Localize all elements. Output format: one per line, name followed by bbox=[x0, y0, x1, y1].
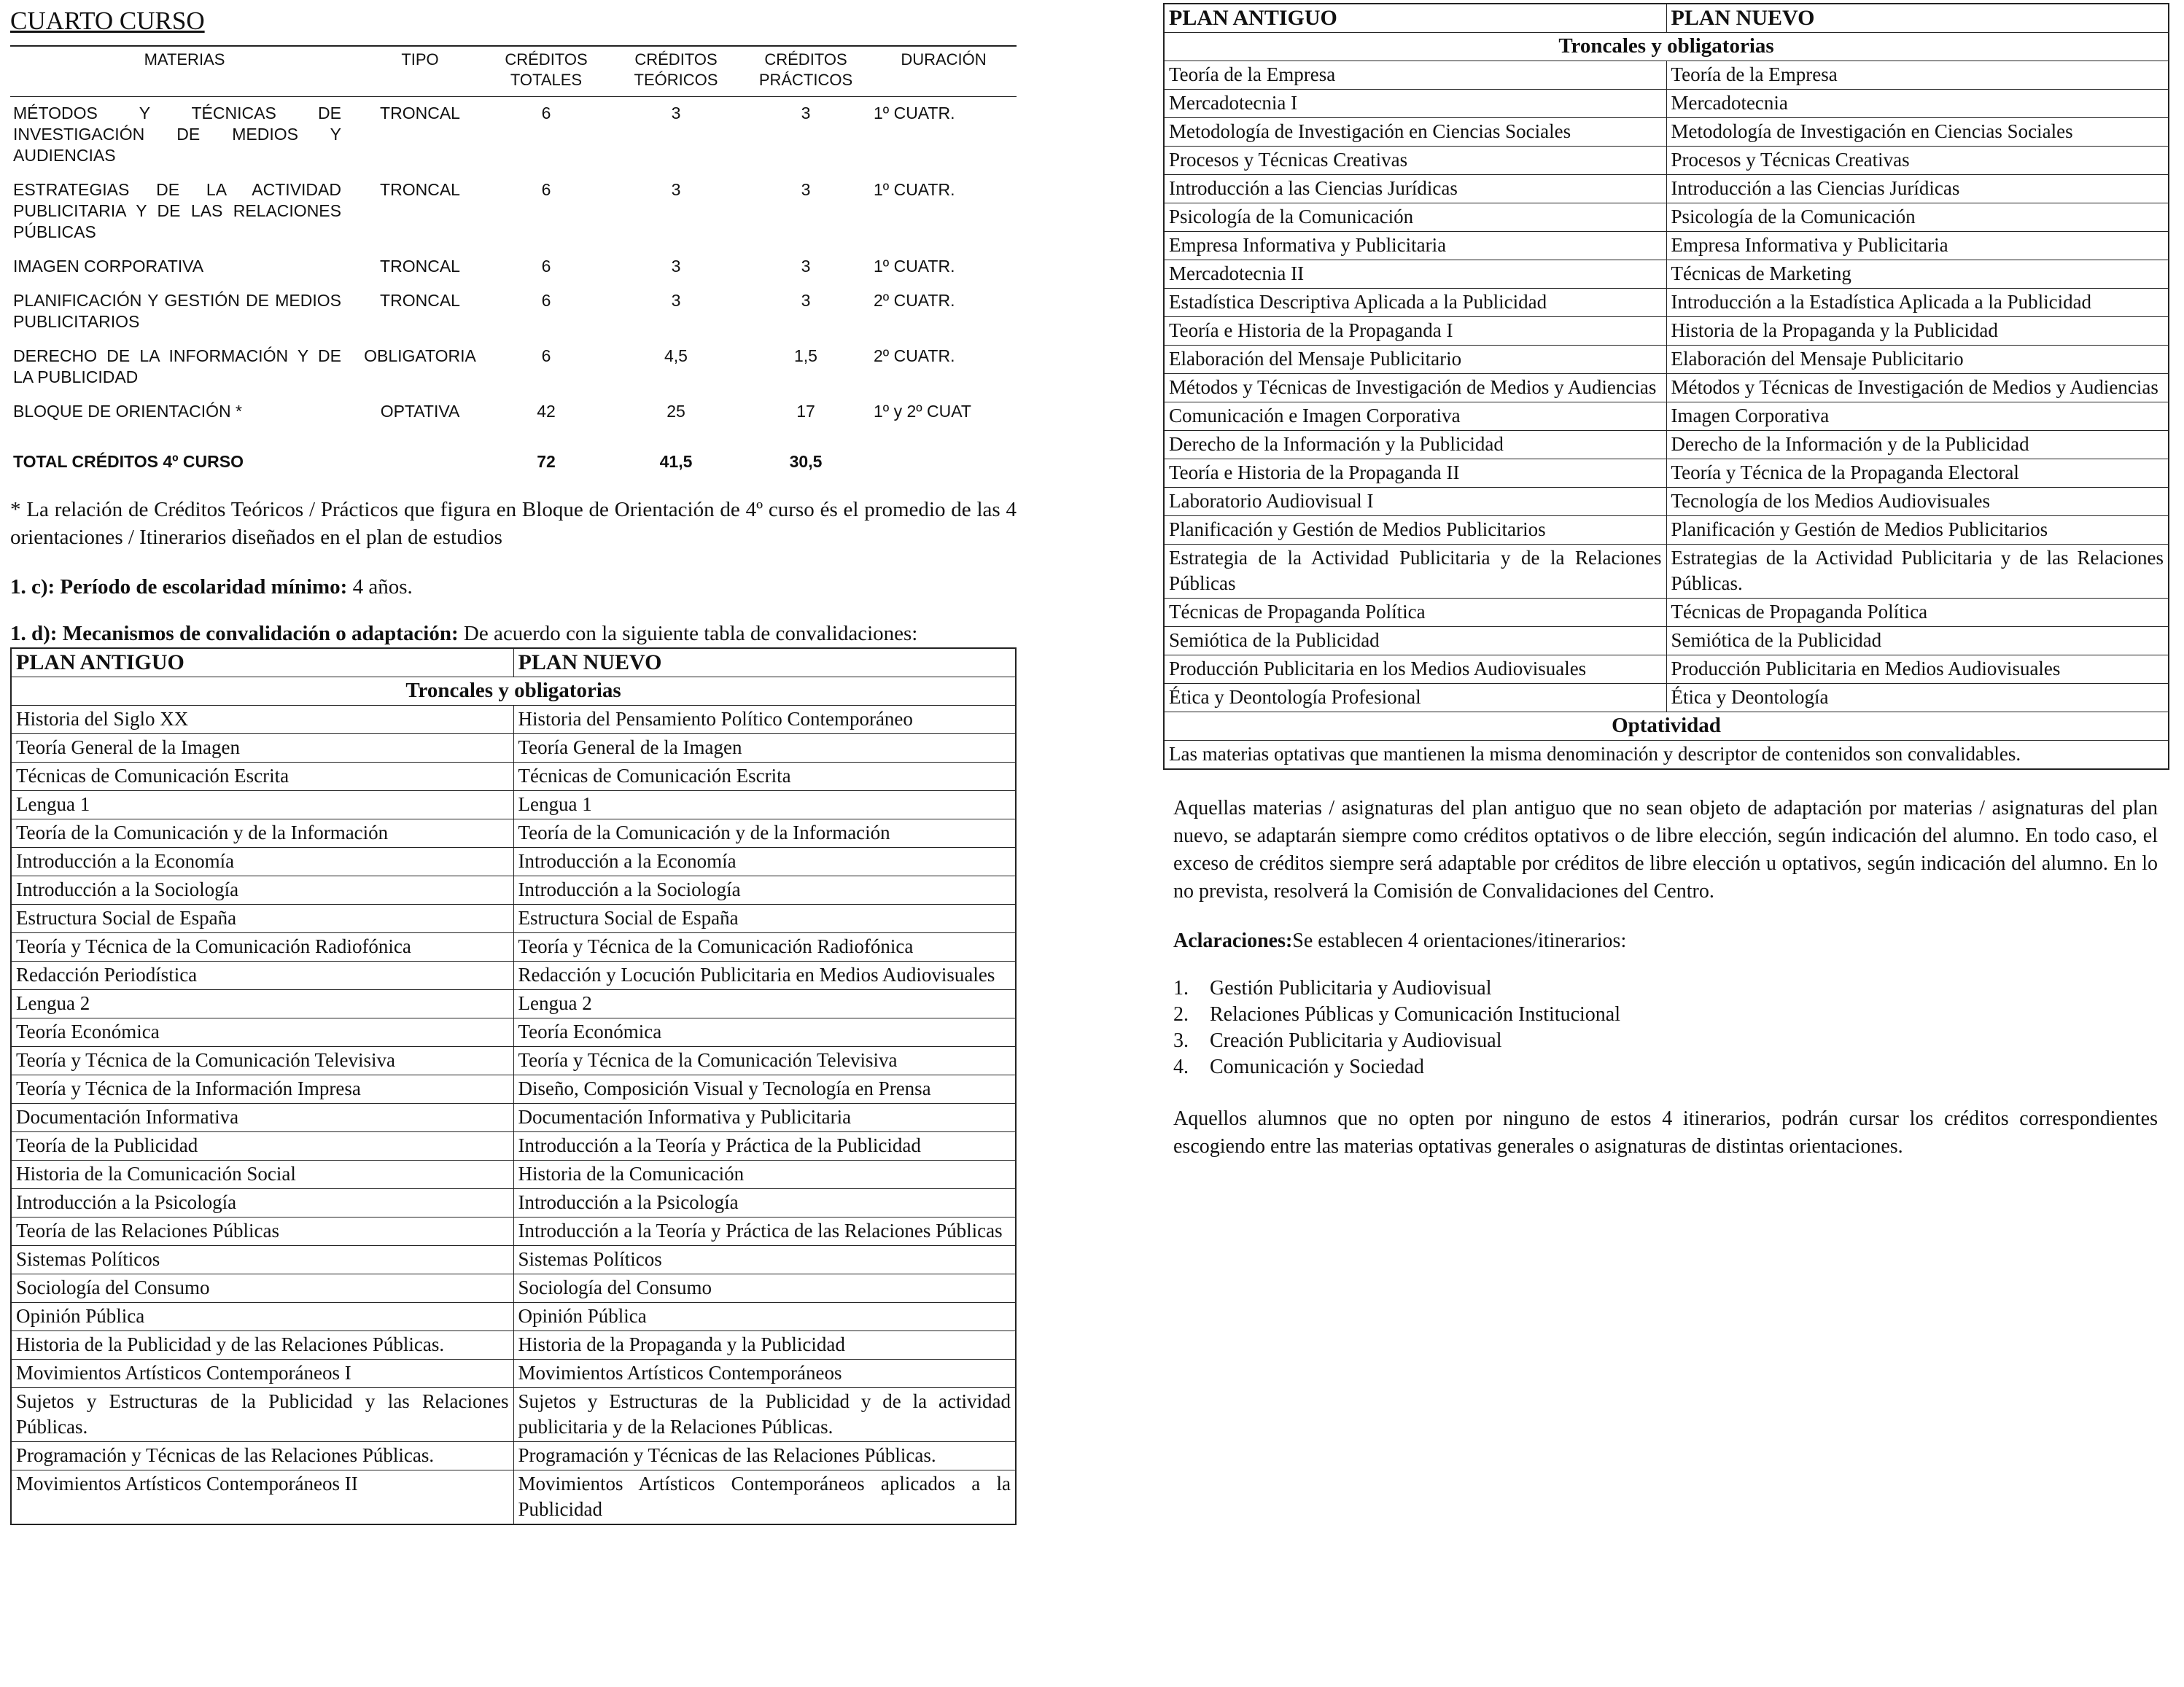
plan-nuevo-cell: Teoría y Técnica de la Comunicación Radiofónica bbox=[513, 933, 1016, 962]
conv-table-right bbox=[1163, 3, 2169, 770]
conv-row bbox=[11, 1388, 1016, 1442]
plan-antiguo-cell: Laboratorio Audiovisual I bbox=[1164, 488, 1666, 516]
col-tipo: TIPO bbox=[359, 46, 481, 97]
plan-nuevo-cell: Historia de la Comunicación bbox=[513, 1161, 1016, 1189]
plan-antiguo-cell: Historia de la Comunicación Social bbox=[11, 1161, 513, 1189]
plan-antiguo-cell: Movimientos Artísticos Contemporáneos II bbox=[11, 1470, 513, 1525]
plan-antiguo-cell: Estadística Descriptiva Aplicada a la Publicidad bbox=[1164, 289, 1666, 317]
conv-row bbox=[1164, 147, 2169, 175]
plan-antiguo-cell: Estrategia de la Actividad Publicitaria y de la Relaciones Públicas bbox=[1164, 545, 1666, 599]
plan-nuevo-cell: Psicología de la Comunicación bbox=[1666, 203, 2169, 232]
materia-cell: BLOQUE DE ORIENTACIÓN * bbox=[13, 402, 242, 421]
col-creditos-practicos: CRÉDITOS PRÁCTICOS bbox=[741, 46, 871, 97]
list-item bbox=[1173, 975, 2169, 1002]
conv-row bbox=[11, 791, 1016, 819]
plan-antiguo-cell: Introducción a las Ciencias Jurídicas bbox=[1164, 175, 1666, 203]
conv-row bbox=[1164, 289, 2169, 317]
plan-nuevo-cell: Sistemas Políticos bbox=[513, 1246, 1016, 1274]
tipo-cell bbox=[359, 429, 481, 480]
plan-nuevo-cell: Introducción a la Economía bbox=[513, 848, 1016, 876]
plan-antiguo-cell: Sistemas Políticos bbox=[11, 1246, 513, 1274]
creditos-practicos-cell: 3 bbox=[801, 180, 811, 199]
plan-antiguo-cell: Movimientos Artísticos Contemporáneos I bbox=[11, 1360, 513, 1388]
section-troncales: Troncales y obligatorias bbox=[1164, 33, 2169, 61]
plan-nuevo-cell: Teoría General de la Imagen bbox=[513, 734, 1016, 763]
plan-antiguo-cell: Teoría General de la Imagen bbox=[11, 734, 513, 763]
plan-antiguo-cell: Teoría de la Comunicación y de la Información bbox=[11, 819, 513, 848]
plan-nuevo-cell: Historia de la Propaganda y la Publicidad bbox=[1666, 317, 2169, 346]
plan-antiguo-cell: Teoría e Historia de la Propaganda II bbox=[1164, 459, 1666, 488]
plan-nuevo-cell: Técnicas de Marketing bbox=[1666, 260, 2169, 289]
plan-antiguo-cell: Historia de la Publicidad y de las Relaciones Públicas. bbox=[11, 1331, 513, 1360]
materia-cell: ESTRATEGIAS DE LA ACTIVIDAD PUBLICITARIA Y DE LAS RELACIONES PÚBLICAS bbox=[13, 180, 341, 241]
creditos-practicos-cell: 30,5 bbox=[789, 452, 823, 471]
plan-nuevo-cell: Producción Publicitaria en Medios Audiovisuales bbox=[1666, 655, 2169, 684]
tipo-cell: OPTATIVA bbox=[380, 402, 460, 421]
plan-antiguo-cell: Teoría y Técnica de la Información Impresa bbox=[11, 1075, 513, 1104]
plan-nuevo-header: PLAN NUEVO bbox=[513, 648, 1016, 677]
plan-nuevo-cell: Diseño, Composición Visual y Tecnología en Prensa bbox=[513, 1075, 1016, 1104]
curso-row bbox=[10, 97, 1017, 174]
plan-antiguo-cell: Técnicas de Comunicación Escrita bbox=[11, 763, 513, 791]
plan-nuevo-cell: Procesos y Técnicas Creativas bbox=[1666, 147, 2169, 175]
conv-row bbox=[11, 1217, 1016, 1246]
plan-antiguo-cell: Teoría de la Publicidad bbox=[11, 1132, 513, 1161]
mecanismos-text: De acuerdo con la siguiente tabla de convalidaciones: bbox=[463, 622, 918, 645]
col-duracion: DURACIÓN bbox=[871, 46, 1017, 97]
plan-nuevo-cell: Introducción a la Estadística Aplicada a la Publicidad bbox=[1666, 289, 2169, 317]
conv-left-body bbox=[11, 706, 1016, 1525]
aclaraciones-text: Se establecen 4 orientaciones/itinerarios: bbox=[1292, 930, 1627, 952]
conv-row bbox=[1164, 118, 2169, 147]
conv-row bbox=[11, 1132, 1016, 1161]
plan-nuevo-cell: Movimientos Artísticos Contemporáneos bbox=[513, 1360, 1016, 1388]
plan-antiguo-cell: Introducción a la Sociología bbox=[11, 876, 513, 905]
plan-antiguo-cell: Mercadotecnia I bbox=[1164, 90, 1666, 118]
conv-row bbox=[1164, 459, 2169, 488]
conv-row bbox=[11, 1189, 1016, 1217]
plan-antiguo-cell: Ética y Deontología Profesional bbox=[1164, 684, 1666, 712]
aclaraciones-label: Aclaraciones: bbox=[1173, 930, 1293, 952]
conv-table-left bbox=[10, 647, 1017, 1525]
conv-row bbox=[1164, 627, 2169, 655]
conv-row bbox=[11, 1246, 1016, 1274]
conv-row bbox=[11, 763, 1016, 791]
list-text: Comunicación y Sociedad bbox=[1210, 1056, 1424, 1078]
plan-antiguo-cell: Métodos y Técnicas de Investigación de Medios y Audiencias bbox=[1164, 374, 1666, 402]
materia-cell: PLANIFICACIÓN Y GESTIÓN DE MEDIOS PUBLICITARIOS bbox=[13, 291, 341, 331]
plan-nuevo-cell: Lengua 2 bbox=[513, 990, 1016, 1018]
plan-antiguo-header: PLAN ANTIGUO bbox=[11, 648, 513, 677]
list-number: 4. bbox=[1173, 1056, 1189, 1078]
conv-row bbox=[11, 1360, 1016, 1388]
plan-nuevo-cell: Lengua 1 bbox=[513, 791, 1016, 819]
plan-antiguo-cell: Empresa Informativa y Publicitaria bbox=[1164, 232, 1666, 260]
duracion-cell bbox=[871, 429, 1017, 480]
tipo-cell: TRONCAL bbox=[380, 104, 460, 122]
list-number: 3. bbox=[1173, 1029, 1189, 1052]
itinerarios-list bbox=[1173, 975, 2169, 1080]
plan-antiguo-cell: Metodología de Investigación en Ciencias Sociales bbox=[1164, 118, 1666, 147]
curso-row bbox=[10, 174, 1017, 250]
periodo-label: 1. c): Período de escolaridad mínimo: bbox=[10, 575, 348, 599]
plan-nuevo-cell: Teoría de la Comunicación y de la Información bbox=[513, 819, 1016, 848]
plan-antiguo-cell: Teoría de las Relaciones Públicas bbox=[11, 1217, 513, 1246]
conv-row bbox=[11, 1331, 1016, 1360]
plan-nuevo-cell: Semiótica de la Publicidad bbox=[1666, 627, 2169, 655]
plan-antiguo-header: PLAN ANTIGUO bbox=[1164, 4, 1666, 33]
plan-nuevo-cell: Programación y Técnicas de las Relaciones Públicas. bbox=[513, 1442, 1016, 1470]
conv-row bbox=[1164, 684, 2169, 712]
creditos-teoricos-cell: 3 bbox=[671, 291, 681, 310]
conv-row bbox=[1164, 516, 2169, 545]
conv-row bbox=[1164, 599, 2169, 627]
plan-nuevo-cell: Métodos y Técnicas de Investigación de Medios y Audiencias bbox=[1666, 374, 2169, 402]
creditos-practicos-cell: 3 bbox=[801, 104, 811, 122]
creditos-teoricos-cell: 4,5 bbox=[664, 346, 688, 365]
list-text: Gestión Publicitaria y Audiovisual bbox=[1210, 977, 1492, 1000]
list-number: 1. bbox=[1173, 977, 1189, 1000]
creditos-totales-cell: 6 bbox=[541, 104, 551, 122]
list-text: Creación Publicitaria y Audiovisual bbox=[1210, 1029, 1502, 1052]
list-item bbox=[1173, 1002, 2169, 1028]
plan-nuevo-cell: Introducción a las Ciencias Jurídicas bbox=[1666, 175, 2169, 203]
conv-row bbox=[11, 905, 1016, 933]
creditos-teoricos-cell: 3 bbox=[671, 180, 681, 199]
conv-row bbox=[11, 876, 1016, 905]
conv-right-body bbox=[1164, 61, 2169, 712]
plan-antiguo-cell: Teoría e Historia de la Propaganda I bbox=[1164, 317, 1666, 346]
plan-nuevo-cell: Teoría y Técnica de la Propaganda Electoral bbox=[1666, 459, 2169, 488]
conv-row bbox=[1164, 655, 2169, 684]
creditos-totales-cell: 6 bbox=[541, 257, 551, 276]
conv-row bbox=[11, 1442, 1016, 1470]
materia-cell: TOTAL CRÉDITOS 4º CURSO bbox=[13, 452, 244, 471]
plan-nuevo-cell: Tecnología de los Medios Audiovisuales bbox=[1666, 488, 2169, 516]
plan-nuevo-cell: Imagen Corporativa bbox=[1666, 402, 2169, 431]
plan-antiguo-cell: Historia del Siglo XX bbox=[11, 706, 513, 734]
col-creditos-teoricos: CRÉDITOS TEÓRICOS bbox=[611, 46, 741, 97]
duracion-cell: 2º CUATR. bbox=[874, 346, 955, 365]
plan-antiguo-cell: Teoría Económica bbox=[11, 1018, 513, 1047]
conv-row bbox=[11, 1018, 1016, 1047]
plan-antiguo-cell: Psicología de la Comunicación bbox=[1164, 203, 1666, 232]
conv-row bbox=[11, 1047, 1016, 1075]
creditos-practicos-cell: 3 bbox=[801, 257, 811, 276]
plan-nuevo-cell: Sociología del Consumo bbox=[513, 1274, 1016, 1303]
col-materias: MATERIAS bbox=[10, 46, 359, 97]
plan-nuevo-cell: Redacción y Locución Publicitaria en Medios Audiovisuales bbox=[513, 962, 1016, 990]
creditos-totales-cell: 6 bbox=[541, 180, 551, 199]
plan-antiguo-cell: Semiótica de la Publicidad bbox=[1164, 627, 1666, 655]
plan-antiguo-cell: Teoría de la Empresa bbox=[1164, 61, 1666, 90]
conv-row bbox=[1164, 488, 2169, 516]
curso-row bbox=[10, 340, 1017, 395]
list-text: Relaciones Públicas y Comunicación Institucional bbox=[1210, 1003, 1620, 1026]
curso-body bbox=[10, 97, 1017, 480]
plan-nuevo-cell: Derecho de la Información y de la Publicidad bbox=[1666, 431, 2169, 459]
conv-row bbox=[11, 1303, 1016, 1331]
mecanismos-label: 1. d): Mecanismos de convalidación o adaptación: bbox=[10, 622, 459, 645]
plan-antiguo-cell: Estructura Social de España bbox=[11, 905, 513, 933]
creditos-totales-cell: 6 bbox=[541, 291, 551, 310]
creditos-practicos-cell: 3 bbox=[801, 291, 811, 310]
plan-antiguo-cell: Producción Publicitaria en los Medios Audiovisuales bbox=[1164, 655, 1666, 684]
conv-row bbox=[1164, 346, 2169, 374]
creditos-practicos-cell: 1,5 bbox=[794, 346, 817, 365]
plan-nuevo-cell: Teoría de la Empresa bbox=[1666, 61, 2169, 90]
duracion-cell: 1º CUATR. bbox=[874, 257, 955, 276]
periodo-line bbox=[10, 573, 1017, 601]
plan-antiguo-cell: Procesos y Técnicas Creativas bbox=[1164, 147, 1666, 175]
plan-nuevo-cell: Sujetos y Estructuras de la Publicidad y de la actividad publicitaria y de la Relaciones Públicas. bbox=[513, 1388, 1016, 1442]
plan-nuevo-cell: Introducción a la Teoría y Práctica de las Relaciones Públicas bbox=[513, 1217, 1016, 1246]
conv-header-row bbox=[1164, 4, 2169, 33]
plan-antiguo-cell: Comunicación e Imagen Corporativa bbox=[1164, 402, 1666, 431]
curso-header-row bbox=[10, 46, 1017, 97]
creditos-teoricos-cell: 25 bbox=[667, 402, 685, 421]
conv-row bbox=[1164, 545, 2169, 599]
plan-nuevo-cell: Movimientos Artísticos Contemporáneos aplicados a la Publicidad bbox=[513, 1470, 1016, 1525]
plan-antiguo-cell: Lengua 2 bbox=[11, 990, 513, 1018]
plan-antiguo-cell: Programación y Técnicas de las Relaciones Públicas. bbox=[11, 1442, 513, 1470]
conv-row bbox=[1164, 175, 2169, 203]
plan-nuevo-cell: Ética y Deontología bbox=[1666, 684, 2169, 712]
creditos-practicos-cell: 17 bbox=[796, 402, 815, 421]
creditos-totales-cell: 6 bbox=[541, 346, 551, 365]
conv-row bbox=[11, 1470, 1016, 1525]
plan-antiguo-cell: Documentación Informativa bbox=[11, 1104, 513, 1132]
plan-antiguo-cell: Lengua 1 bbox=[11, 791, 513, 819]
plan-nuevo-cell: Opinión Pública bbox=[513, 1303, 1016, 1331]
mecanismos-line bbox=[10, 620, 1017, 647]
plan-antiguo-cell: Opinión Pública bbox=[11, 1303, 513, 1331]
plan-nuevo-cell: Estructura Social de España bbox=[513, 905, 1016, 933]
creditos-teoricos-cell: 3 bbox=[671, 104, 681, 122]
creditos-teoricos-cell: 3 bbox=[671, 257, 681, 276]
plan-antiguo-cell: Derecho de la Información y la Publicidad bbox=[1164, 431, 1666, 459]
tipo-cell: TRONCAL bbox=[380, 180, 460, 199]
conv-row bbox=[11, 990, 1016, 1018]
duracion-cell: 1º y 2º CUAT bbox=[874, 402, 971, 421]
page-title: CUARTO CURSO bbox=[10, 7, 205, 35]
footnote: * La relación de Créditos Teóricos / Prácticos que figura en Bloque de Orientación de 4º curso és el promedio de las 4 orientaciones / Itinerarios diseñados en el plan de estudios bbox=[10, 498, 1017, 549]
plan-nuevo-header: PLAN NUEVO bbox=[1666, 4, 2169, 33]
plan-nuevo-cell: Introducción a la Sociología bbox=[513, 876, 1016, 905]
plan-antiguo-cell: Introducción a la Psicología bbox=[11, 1189, 513, 1217]
conv-row bbox=[1164, 317, 2169, 346]
conv-row bbox=[11, 933, 1016, 962]
creditos-teoricos-cell: 41,5 bbox=[659, 452, 693, 471]
plan-nuevo-cell: Planificación y Gestión de Medios Publicitarios bbox=[1666, 516, 2169, 545]
section-troncales: Troncales y obligatorias bbox=[11, 677, 1016, 706]
conv-row bbox=[1164, 431, 2169, 459]
adaptacion-paragraph: Aquellas materias / asignaturas del plan antiguo que no sean objeto de adaptación por materias / asignaturas del plan nuevo, se adaptarán siempre como créditos optativos o de libre elección, según indicación del alumno. En todo caso, el exceso de créditos siempre será adaptable por créditos de libre elección u optativos, según indicación del alumno. En lo no prevista, resolverá la Comisión de Convalidaciones del Centro. bbox=[1173, 797, 2158, 903]
plan-antiguo-cell: Técnicas de Propaganda Política bbox=[1164, 599, 1666, 627]
list-item bbox=[1173, 1028, 2169, 1054]
plan-antiguo-cell: Elaboración del Mensaje Publicitario bbox=[1164, 346, 1666, 374]
optatividad-text: Las materias optativas que mantienen la misma denominación y descriptor de contenidos son convalidables. bbox=[1164, 741, 2169, 770]
conv-row bbox=[11, 734, 1016, 763]
conv-section-row bbox=[1164, 33, 2169, 61]
curso-row bbox=[10, 395, 1017, 429]
plan-antiguo-cell: Sujetos y Estructuras de la Publicidad y las Relaciones Públicas. bbox=[11, 1388, 513, 1442]
plan-antiguo-cell: Teoría y Técnica de la Comunicación Radiofónica bbox=[11, 933, 513, 962]
plan-nuevo-cell: Introducción a la Teoría y Práctica de la Publicidad bbox=[513, 1132, 1016, 1161]
itinerarios-paragraph: Aquellos alumnos que no opten por ninguno de estos 4 itinerarios, podrán cursar los créditos correspondientes escogiendo entre las materias optativas generales o asignaturas de distintas orientaciones. bbox=[1173, 1107, 2158, 1158]
list-number: 2. bbox=[1173, 1003, 1189, 1026]
conv-row bbox=[11, 819, 1016, 848]
plan-nuevo-cell: Elaboración del Mensaje Publicitario bbox=[1666, 346, 2169, 374]
left-column bbox=[10, 6, 1017, 1525]
plan-nuevo-cell: Teoría y Técnica de la Comunicación Televisiva bbox=[513, 1047, 1016, 1075]
duracion-cell: 1º CUATR. bbox=[874, 180, 955, 199]
plan-nuevo-cell: Empresa Informativa y Publicitaria bbox=[1666, 232, 2169, 260]
plan-antiguo-cell: Introducción a la Economía bbox=[11, 848, 513, 876]
creditos-totales-cell: 72 bbox=[537, 452, 556, 471]
plan-nuevo-cell: Introducción a la Psicología bbox=[513, 1189, 1016, 1217]
optatividad-title: Optatividad bbox=[1164, 712, 2169, 741]
conv-row bbox=[11, 1104, 1016, 1132]
conv-row bbox=[11, 1161, 1016, 1189]
conv-row bbox=[1164, 90, 2169, 118]
conv-row bbox=[1164, 374, 2169, 402]
plan-nuevo-cell: Estrategias de la Actividad Publicitaria y de las Relaciones Públicas. bbox=[1666, 545, 2169, 599]
optatividad-row bbox=[1164, 712, 2169, 741]
materia-cell: IMAGEN CORPORATIVA bbox=[13, 257, 204, 276]
col-creditos-totales: CRÉDITOS TOTALES bbox=[481, 46, 611, 97]
plan-antiguo-cell: Mercadotecnia II bbox=[1164, 260, 1666, 289]
conv-row bbox=[1164, 260, 2169, 289]
duracion-cell: 2º CUATR. bbox=[874, 291, 955, 310]
periodo-value: 4 años. bbox=[352, 575, 413, 599]
plan-antiguo-cell: Teoría y Técnica de la Comunicación Televisiva bbox=[11, 1047, 513, 1075]
tipo-cell: TRONCAL bbox=[380, 257, 460, 276]
conv-header-row bbox=[11, 648, 1016, 677]
tipo-cell: TRONCAL bbox=[380, 291, 460, 310]
plan-antiguo-cell: Planificación y Gestión de Medios Publicitarios bbox=[1164, 516, 1666, 545]
conv-row bbox=[1164, 402, 2169, 431]
plan-nuevo-cell: Teoría Económica bbox=[513, 1018, 1016, 1047]
plan-nuevo-cell: Metodología de Investigación en Ciencias Sociales bbox=[1666, 118, 2169, 147]
cuarto-curso-table bbox=[10, 45, 1017, 480]
curso-row bbox=[10, 284, 1017, 340]
plan-nuevo-cell: Documentación Informativa y Publicitaria bbox=[513, 1104, 1016, 1132]
conv-row bbox=[1164, 232, 2169, 260]
right-column bbox=[1163, 3, 2169, 1181]
plan-nuevo-cell: Historia del Pensamiento Político Contemporáneo bbox=[513, 706, 1016, 734]
plan-nuevo-cell: Técnicas de Propaganda Política bbox=[1666, 599, 2169, 627]
aclaraciones-line bbox=[1163, 927, 2169, 955]
conv-row bbox=[1164, 61, 2169, 90]
plan-nuevo-cell: Mercadotecnia bbox=[1666, 90, 2169, 118]
creditos-totales-cell: 42 bbox=[537, 402, 556, 421]
curso-total-row bbox=[10, 429, 1017, 480]
list-item bbox=[1173, 1054, 2169, 1080]
conv-row bbox=[11, 1274, 1016, 1303]
conv-row bbox=[11, 706, 1016, 734]
plan-nuevo-cell: Técnicas de Comunicación Escrita bbox=[513, 763, 1016, 791]
plan-antiguo-cell: Redacción Periodística bbox=[11, 962, 513, 990]
conv-row bbox=[11, 1075, 1016, 1104]
duracion-cell: 1º CUATR. bbox=[874, 104, 955, 122]
materia-cell: DERECHO DE LA INFORMACIÓN Y DE LA PUBLICIDAD bbox=[13, 346, 341, 386]
materia-cell: MÉTODOS Y TÉCNICAS DE INVESTIGACIÓN DE MEDIOS Y AUDIENCIAS bbox=[13, 104, 341, 165]
conv-row bbox=[11, 848, 1016, 876]
plan-antiguo-cell: Sociología del Consumo bbox=[11, 1274, 513, 1303]
conv-row bbox=[1164, 203, 2169, 232]
conv-row bbox=[11, 962, 1016, 990]
optatividad-text-row bbox=[1164, 741, 2169, 770]
curso-row bbox=[10, 250, 1017, 284]
plan-nuevo-cell: Historia de la Propaganda y la Publicidad bbox=[513, 1331, 1016, 1360]
conv-section-row bbox=[11, 677, 1016, 706]
tipo-cell: OBLIGATORIA bbox=[364, 346, 476, 365]
